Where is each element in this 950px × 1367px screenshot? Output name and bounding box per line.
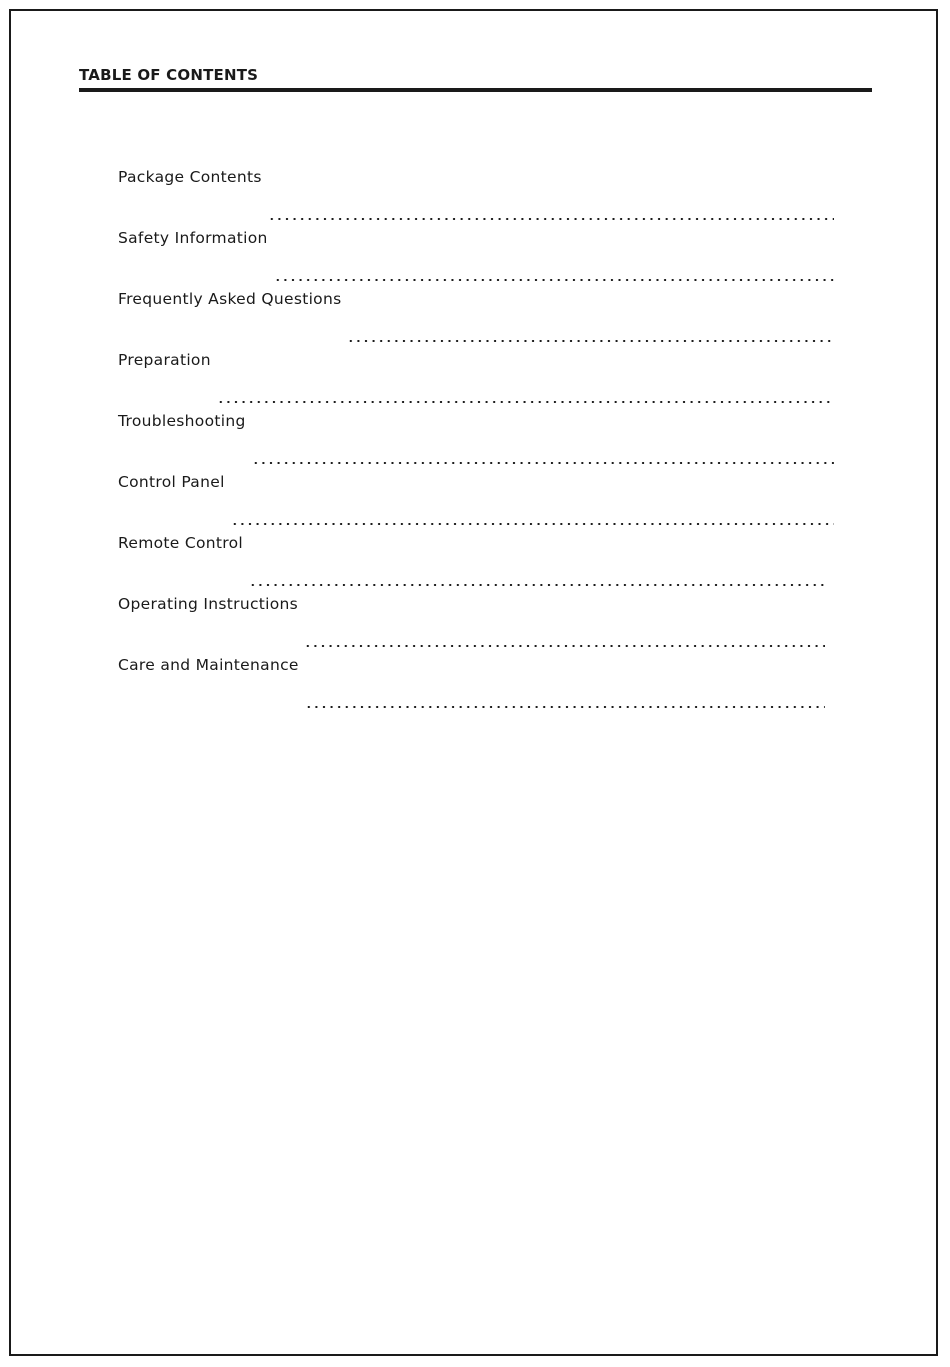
dot-leader	[231, 523, 834, 525]
toc-entry-preparation[interactable]	[118, 349, 834, 410]
toc-entry-remote-control[interactable]	[118, 532, 825, 593]
dot-leader	[252, 462, 834, 464]
toc-entry-control-panel[interactable]	[118, 471, 834, 532]
toc-entry-label: Troubleshooting	[118, 412, 246, 430]
toc-entry-care-and-maintenance[interactable]	[118, 654, 825, 715]
dot-leader	[274, 279, 834, 281]
dot-leader	[268, 218, 834, 220]
dot-leader	[304, 645, 825, 647]
toc-entry-label: Safety Information	[118, 229, 268, 247]
toc-entry-label: Frequently Asked Questions	[118, 290, 342, 308]
title-underline-rule	[79, 88, 872, 92]
toc-entry-label: Control Panel	[118, 473, 225, 491]
toc-header	[79, 66, 872, 92]
toc-entry-faq[interactable]	[118, 288, 834, 349]
toc-entry-package-contents[interactable]	[118, 166, 834, 227]
toc-entry-label: Remote Control	[118, 534, 243, 552]
dot-leader	[249, 584, 825, 586]
toc-entry-operating-instructions[interactable]	[118, 593, 825, 654]
toc-entry-label: Care and Maintenance	[118, 656, 299, 674]
toc-entry-label: Package Contents	[118, 168, 262, 186]
dot-leader	[305, 706, 825, 708]
toc-list	[118, 166, 834, 715]
toc-entry-troubleshooting[interactable]	[118, 410, 834, 471]
page-title: TABLE OF CONTENTS	[79, 66, 259, 84]
dot-leader	[347, 340, 834, 342]
toc-entry-label: Preparation	[118, 351, 211, 369]
dot-leader	[217, 401, 834, 403]
toc-entry-label: Operating Instructions	[118, 595, 299, 613]
toc-entry-safety-information[interactable]	[118, 227, 834, 288]
